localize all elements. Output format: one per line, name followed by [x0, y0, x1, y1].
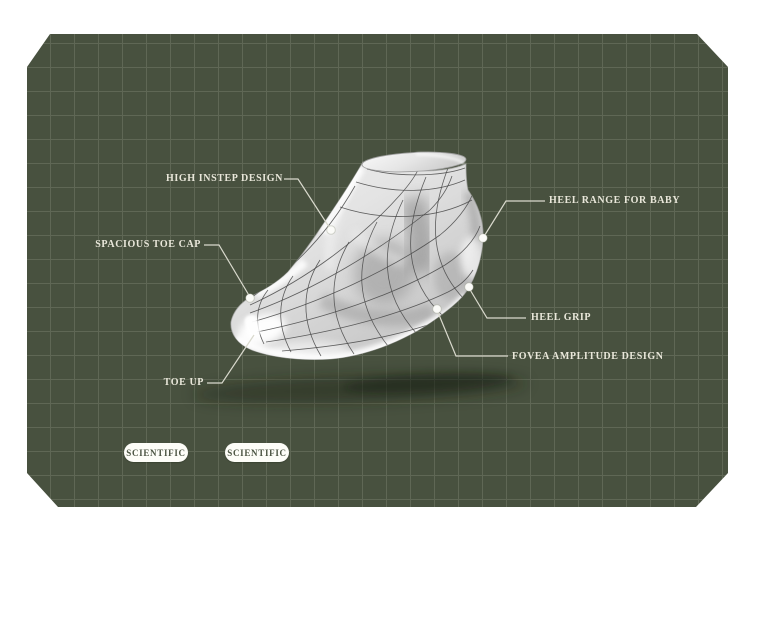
- callout-fovea-amplitude-design: FOVEA AMPLITUDE DESIGN: [512, 351, 664, 362]
- anchor-dot-heel-range: [479, 234, 488, 243]
- callout-spacious-toe-cap: SPACIOUS TOE CAP: [95, 239, 201, 250]
- callout-high-instep-design: HIGH INSTEP DESIGN: [166, 173, 283, 184]
- callout-toe-up: TOE UP: [163, 377, 204, 388]
- callout-heel-range-for-baby: HEEL RANGE FOR BABY: [549, 195, 681, 206]
- anchor-dot-heel-grip: [465, 283, 474, 292]
- scientific-badge-left[interactable]: SCIENTIFIC: [124, 443, 188, 462]
- anchor-dot-spacious-toe-cap: [246, 294, 255, 303]
- scientific-badge-right[interactable]: SCIENTIFIC: [225, 443, 289, 462]
- anchor-dot-fovea-amplitude: [433, 305, 442, 314]
- anchor-dot-high-instep: [327, 226, 336, 235]
- callout-heel-grip: HEEL GRIP: [531, 312, 592, 323]
